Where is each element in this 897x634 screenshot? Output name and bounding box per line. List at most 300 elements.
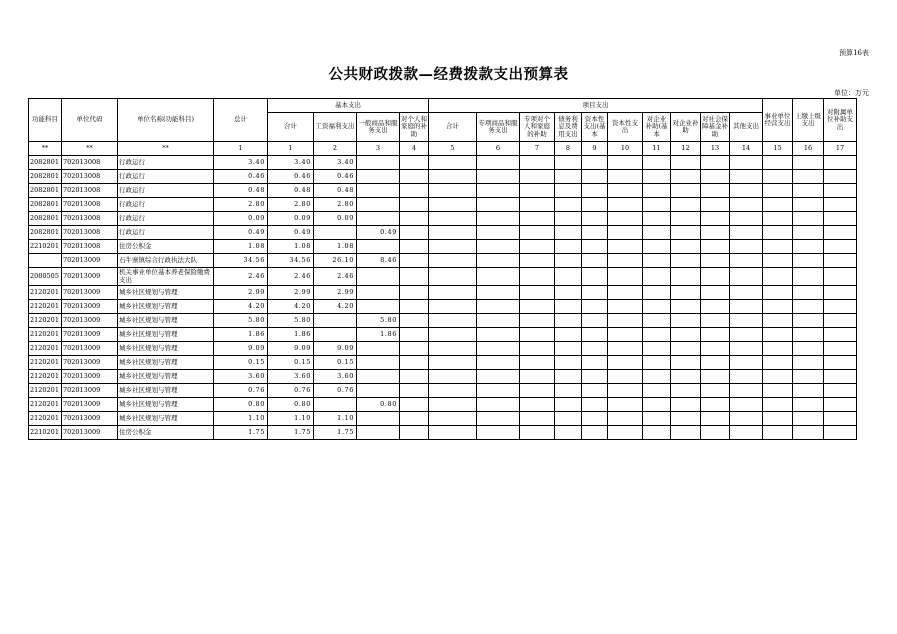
empty-cell <box>701 328 730 342</box>
empty-cell <box>608 314 643 328</box>
table-row <box>29 398 857 412</box>
basic-goods-cell <box>357 156 400 170</box>
unit-name-cell: 城乡社区规划与管理 <box>118 370 214 384</box>
basic-sum-cell: 2.80 <box>268 198 314 212</box>
empty-cell <box>520 286 555 300</box>
basic-salary-cell: 2.99 <box>314 286 357 300</box>
col-proj-capital: 资本性支出 <box>608 113 643 142</box>
basic-sum-cell: 1.75 <box>268 426 314 440</box>
basic-sum-cell: 0.46 <box>268 170 314 184</box>
empty-cell <box>608 384 643 398</box>
empty-cell <box>671 226 701 240</box>
empty-cell <box>582 240 608 254</box>
empty-cell <box>520 240 555 254</box>
empty-cell <box>643 240 671 254</box>
empty-cell <box>400 356 429 370</box>
empty-cell <box>582 342 608 356</box>
empty-cell <box>477 254 520 268</box>
empty-cell <box>477 212 520 226</box>
empty-cell <box>555 356 582 370</box>
empty-cell <box>429 268 477 286</box>
empty-cell <box>701 268 730 286</box>
empty-cell <box>477 426 520 440</box>
basic-sum-cell: 1.10 <box>268 412 314 426</box>
column-index-cell: 14 <box>730 142 763 156</box>
empty-cell <box>701 240 730 254</box>
basic-sum-cell: 0.15 <box>268 356 314 370</box>
empty-cell <box>643 268 671 286</box>
unit-code-cell: 702013008 <box>62 170 118 184</box>
column-index-cell: 17 <box>824 142 857 156</box>
unit-code-cell: 702013008 <box>62 226 118 240</box>
column-index-cell: 7 <box>520 142 555 156</box>
table-row <box>29 170 857 184</box>
empty-cell <box>643 370 671 384</box>
basic-sum-cell: 0.76 <box>268 384 314 398</box>
basic-goods-cell <box>357 198 400 212</box>
header-row-group <box>29 99 857 113</box>
empty-cell <box>671 286 701 300</box>
empty-cell <box>555 212 582 226</box>
table-row <box>29 286 857 300</box>
column-index-cell: 1 <box>214 142 268 156</box>
empty-cell <box>608 356 643 370</box>
empty-cell <box>793 356 824 370</box>
empty-cell <box>701 356 730 370</box>
empty-cell <box>824 240 857 254</box>
unit-code-cell: 702013009 <box>62 384 118 398</box>
table-row <box>29 384 857 398</box>
col-superior: 上缴上级支出 <box>793 99 824 142</box>
empty-cell <box>608 268 643 286</box>
empty-cell <box>520 268 555 286</box>
empty-cell <box>400 314 429 328</box>
col-basic-individual: 对个人和家庭的补助 <box>400 113 429 142</box>
empty-cell <box>701 384 730 398</box>
unit-name-cell: 石牛寨镇综合行政执法大队 <box>118 254 214 268</box>
empty-cell <box>400 398 429 412</box>
empty-cell <box>701 170 730 184</box>
empty-cell <box>793 198 824 212</box>
empty-cell <box>429 426 477 440</box>
empty-cell <box>730 198 763 212</box>
empty-cell <box>429 356 477 370</box>
empty-cell <box>763 212 793 226</box>
empty-cell <box>824 212 857 226</box>
empty-cell <box>763 254 793 268</box>
empty-cell <box>671 384 701 398</box>
empty-cell <box>429 300 477 314</box>
empty-cell <box>730 156 763 170</box>
empty-cell <box>824 398 857 412</box>
basic-sum-cell: 1.08 <box>268 240 314 254</box>
empty-cell <box>643 254 671 268</box>
column-index-cell: 2 <box>314 142 357 156</box>
basic-salary-cell: 2.46 <box>314 268 357 286</box>
empty-cell <box>429 198 477 212</box>
empty-cell <box>429 286 477 300</box>
unit-name-cell: 行政运行 <box>118 226 214 240</box>
empty-cell <box>555 342 582 356</box>
empty-cell <box>763 286 793 300</box>
unit-name-cell: 城乡社区规划与管理 <box>118 356 214 370</box>
col-basic-salary: 工资福利支出 <box>314 113 357 142</box>
unit-name-cell: 城乡社区规划与管理 <box>118 300 214 314</box>
empty-cell <box>582 356 608 370</box>
empty-cell <box>793 398 824 412</box>
column-index-cell: 8 <box>555 142 582 156</box>
empty-cell <box>400 328 429 342</box>
empty-cell <box>400 170 429 184</box>
empty-cell <box>824 198 857 212</box>
empty-cell <box>555 184 582 198</box>
empty-cell <box>671 268 701 286</box>
column-index-cell: 5 <box>429 142 477 156</box>
empty-cell <box>793 286 824 300</box>
basic-salary-cell: 1.10 <box>314 412 357 426</box>
col-func-code: 功能科目 <box>29 99 62 142</box>
table-row <box>29 328 857 342</box>
table-row <box>29 226 857 240</box>
empty-cell <box>701 184 730 198</box>
empty-cell <box>477 342 520 356</box>
empty-cell <box>730 300 763 314</box>
empty-cell <box>608 426 643 440</box>
empty-cell <box>608 198 643 212</box>
empty-cell <box>793 384 824 398</box>
empty-cell <box>608 240 643 254</box>
empty-cell <box>824 384 857 398</box>
empty-cell <box>643 328 671 342</box>
column-index-cell: 15 <box>763 142 793 156</box>
total-cell: 2.46 <box>214 268 268 286</box>
func-code-cell: 2082801 <box>29 212 62 226</box>
func-code-cell: 2210201 <box>29 240 62 254</box>
empty-cell <box>730 226 763 240</box>
empty-cell <box>555 314 582 328</box>
empty-cell <box>429 240 477 254</box>
empty-cell <box>520 342 555 356</box>
unit-name-cell: 城乡社区规划与管理 <box>118 398 214 412</box>
basic-sum-cell: 1.86 <box>268 328 314 342</box>
empty-cell <box>400 286 429 300</box>
col-total: 总计 <box>214 99 268 142</box>
empty-cell <box>730 184 763 198</box>
empty-cell <box>793 342 824 356</box>
col-subordinate: 对附属单位补助支出 <box>824 99 857 142</box>
empty-cell <box>477 170 520 184</box>
empty-cell <box>582 198 608 212</box>
basic-goods-cell: 5.80 <box>357 314 400 328</box>
total-cell: 3.60 <box>214 370 268 384</box>
empty-cell <box>763 412 793 426</box>
empty-cell <box>429 328 477 342</box>
empty-cell <box>555 398 582 412</box>
empty-cell <box>582 398 608 412</box>
empty-cell <box>608 398 643 412</box>
func-code-cell: 2082801 <box>29 170 62 184</box>
empty-cell <box>477 384 520 398</box>
empty-cell <box>671 426 701 440</box>
empty-cell <box>477 328 520 342</box>
col-proj-capital-basic: 资本性支出(基本 <box>582 113 608 142</box>
empty-cell <box>643 184 671 198</box>
column-index-cell: 11 <box>643 142 671 156</box>
empty-cell <box>643 314 671 328</box>
empty-cell <box>400 254 429 268</box>
empty-cell <box>582 426 608 440</box>
unit-name-cell: 行政运行 <box>118 170 214 184</box>
empty-cell <box>793 184 824 198</box>
empty-cell <box>730 268 763 286</box>
empty-cell <box>582 268 608 286</box>
empty-cell <box>701 412 730 426</box>
empty-cell <box>477 156 520 170</box>
empty-cell <box>824 170 857 184</box>
basic-goods-cell <box>357 300 400 314</box>
unit-code-cell: 702013009 <box>62 398 118 412</box>
basic-goods-cell <box>357 342 400 356</box>
empty-cell <box>520 212 555 226</box>
column-index-row <box>29 142 857 156</box>
empty-cell <box>555 300 582 314</box>
basic-goods-cell <box>357 170 400 184</box>
empty-cell <box>477 398 520 412</box>
empty-cell <box>671 398 701 412</box>
unit-name-cell: 城乡社区规划与管理 <box>118 384 214 398</box>
basic-salary-cell: 0.76 <box>314 384 357 398</box>
empty-cell <box>763 156 793 170</box>
table-row <box>29 356 857 370</box>
col-unit-code: 单位代码 <box>62 99 118 142</box>
unit-code-cell: 702013009 <box>62 328 118 342</box>
empty-cell <box>763 170 793 184</box>
empty-cell <box>608 184 643 198</box>
func-code-cell <box>29 254 62 268</box>
column-index-cell: ** <box>29 142 62 156</box>
unit-code-cell: 702013009 <box>62 426 118 440</box>
empty-cell <box>671 356 701 370</box>
empty-cell <box>400 240 429 254</box>
empty-cell <box>520 328 555 342</box>
column-index-cell: 4 <box>400 142 429 156</box>
basic-salary-cell: 0.48 <box>314 184 357 198</box>
empty-cell <box>701 254 730 268</box>
empty-cell <box>400 412 429 426</box>
empty-cell <box>477 314 520 328</box>
unit-name-cell: 住房公积金 <box>118 426 214 440</box>
column-index-cell: 6 <box>477 142 520 156</box>
empty-cell <box>671 254 701 268</box>
col-proj-sum: 合计 <box>429 113 477 142</box>
total-cell: 0.80 <box>214 398 268 412</box>
func-code-cell: 2120201 <box>29 286 62 300</box>
empty-cell <box>824 254 857 268</box>
func-code-cell: 2120201 <box>29 328 62 342</box>
empty-cell <box>520 198 555 212</box>
func-code-cell: 2120201 <box>29 356 62 370</box>
unit-name-cell: 行政运行 <box>118 198 214 212</box>
empty-cell <box>701 342 730 356</box>
empty-cell <box>555 198 582 212</box>
basic-goods-cell: 0.80 <box>357 398 400 412</box>
empty-cell <box>555 240 582 254</box>
unit-name-cell: 行政运行 <box>118 156 214 170</box>
empty-cell <box>730 412 763 426</box>
col-proj-goods: 专项商品和服务支出 <box>477 113 520 142</box>
empty-cell <box>477 286 520 300</box>
empty-cell <box>429 156 477 170</box>
unit-code-cell: 702013008 <box>62 156 118 170</box>
empty-cell <box>608 328 643 342</box>
unit-name-cell: 行政运行 <box>118 184 214 198</box>
empty-cell <box>555 226 582 240</box>
func-code-cell: 2120201 <box>29 314 62 328</box>
column-index-cell: 3 <box>357 142 400 156</box>
basic-salary-cell: 3.40 <box>314 156 357 170</box>
empty-cell <box>643 300 671 314</box>
column-index-cell: 16 <box>793 142 824 156</box>
empty-cell <box>730 314 763 328</box>
empty-cell <box>793 314 824 328</box>
basic-goods-cell: 0.49 <box>357 226 400 240</box>
basic-sum-cell: 0.09 <box>268 212 314 226</box>
empty-cell <box>793 300 824 314</box>
basic-salary-cell <box>314 314 357 328</box>
empty-cell <box>555 426 582 440</box>
empty-cell <box>730 212 763 226</box>
empty-cell <box>429 184 477 198</box>
basic-sum-cell: 0.49 <box>268 226 314 240</box>
empty-cell <box>763 300 793 314</box>
empty-cell <box>520 384 555 398</box>
col-project-group: 项目支出 <box>429 99 763 113</box>
table-row <box>29 370 857 384</box>
empty-cell <box>520 370 555 384</box>
empty-cell <box>555 156 582 170</box>
unit-name-cell: 机关事业单位基本养老保险缴费支出 <box>118 268 214 286</box>
empty-cell <box>477 226 520 240</box>
col-unit-name: 单位名称(功能科目) <box>118 99 214 142</box>
func-code-cell: 2080505 <box>29 268 62 286</box>
empty-cell <box>824 412 857 426</box>
basic-sum-cell: 0.48 <box>268 184 314 198</box>
func-code-cell: 2120201 <box>29 300 62 314</box>
unit-code-cell: 702013008 <box>62 212 118 226</box>
func-code-cell: 2082801 <box>29 184 62 198</box>
empty-cell <box>429 212 477 226</box>
table-row <box>29 212 857 226</box>
empty-cell <box>608 412 643 426</box>
empty-cell <box>400 426 429 440</box>
empty-cell <box>429 254 477 268</box>
unit-name-cell: 行政运行 <box>118 212 214 226</box>
table-body <box>29 156 857 440</box>
unit-code-cell: 702013009 <box>62 342 118 356</box>
empty-cell <box>400 198 429 212</box>
basic-salary-cell <box>314 328 357 342</box>
empty-cell <box>763 184 793 198</box>
func-code-cell: 2082801 <box>29 156 62 170</box>
empty-cell <box>582 286 608 300</box>
empty-cell <box>400 184 429 198</box>
basic-goods-cell <box>357 268 400 286</box>
total-cell: 0.76 <box>214 384 268 398</box>
empty-cell <box>730 384 763 398</box>
empty-cell <box>400 300 429 314</box>
basic-salary-cell: 1.08 <box>314 240 357 254</box>
total-cell: 1.08 <box>214 240 268 254</box>
total-cell: 1.10 <box>214 412 268 426</box>
empty-cell <box>763 328 793 342</box>
empty-cell <box>429 314 477 328</box>
empty-cell <box>582 314 608 328</box>
empty-cell <box>671 370 701 384</box>
empty-cell <box>701 370 730 384</box>
empty-cell <box>643 170 671 184</box>
col-proj-enterprise-basic: 对企业补助(基本 <box>643 113 671 142</box>
basic-goods-cell <box>357 240 400 254</box>
basic-goods-cell <box>357 412 400 426</box>
empty-cell <box>582 212 608 226</box>
func-code-cell: 2082801 <box>29 198 62 212</box>
empty-cell <box>643 226 671 240</box>
empty-cell <box>763 268 793 286</box>
empty-cell <box>520 314 555 328</box>
col-proj-debt: 债务利息及费用支出 <box>555 113 582 142</box>
empty-cell <box>763 370 793 384</box>
empty-cell <box>793 212 824 226</box>
empty-cell <box>643 412 671 426</box>
empty-cell <box>520 412 555 426</box>
empty-cell <box>555 328 582 342</box>
empty-cell <box>793 370 824 384</box>
basic-sum-cell: 3.40 <box>268 156 314 170</box>
unit-code-cell: 702013009 <box>62 268 118 286</box>
column-index-cell: 12 <box>671 142 701 156</box>
empty-cell <box>730 254 763 268</box>
unit-code-cell: 702013008 <box>62 184 118 198</box>
empty-cell <box>701 286 730 300</box>
table-code: 预算16表 <box>839 49 869 57</box>
empty-cell <box>582 170 608 184</box>
empty-cell <box>763 198 793 212</box>
basic-salary-cell <box>314 226 357 240</box>
empty-cell <box>671 314 701 328</box>
empty-cell <box>793 268 824 286</box>
basic-sum-cell: 34.56 <box>268 254 314 268</box>
empty-cell <box>582 384 608 398</box>
unit-label: 单位：万元 <box>834 89 869 97</box>
unit-code-cell: 702013008 <box>62 240 118 254</box>
empty-cell <box>671 156 701 170</box>
empty-cell <box>763 240 793 254</box>
empty-cell <box>400 226 429 240</box>
basic-goods-cell <box>357 370 400 384</box>
empty-cell <box>730 286 763 300</box>
unit-name-cell: 城乡社区规划与管理 <box>118 328 214 342</box>
basic-sum-cell: 9.09 <box>268 342 314 356</box>
total-cell: 1.86 <box>214 328 268 342</box>
empty-cell <box>701 314 730 328</box>
func-code-cell: 2082801 <box>29 226 62 240</box>
unit-code-cell: 702013009 <box>62 314 118 328</box>
col-proj-social: 对社会保障基金补助 <box>701 113 730 142</box>
empty-cell <box>671 300 701 314</box>
empty-cell <box>582 226 608 240</box>
empty-cell <box>701 398 730 412</box>
empty-cell <box>520 254 555 268</box>
